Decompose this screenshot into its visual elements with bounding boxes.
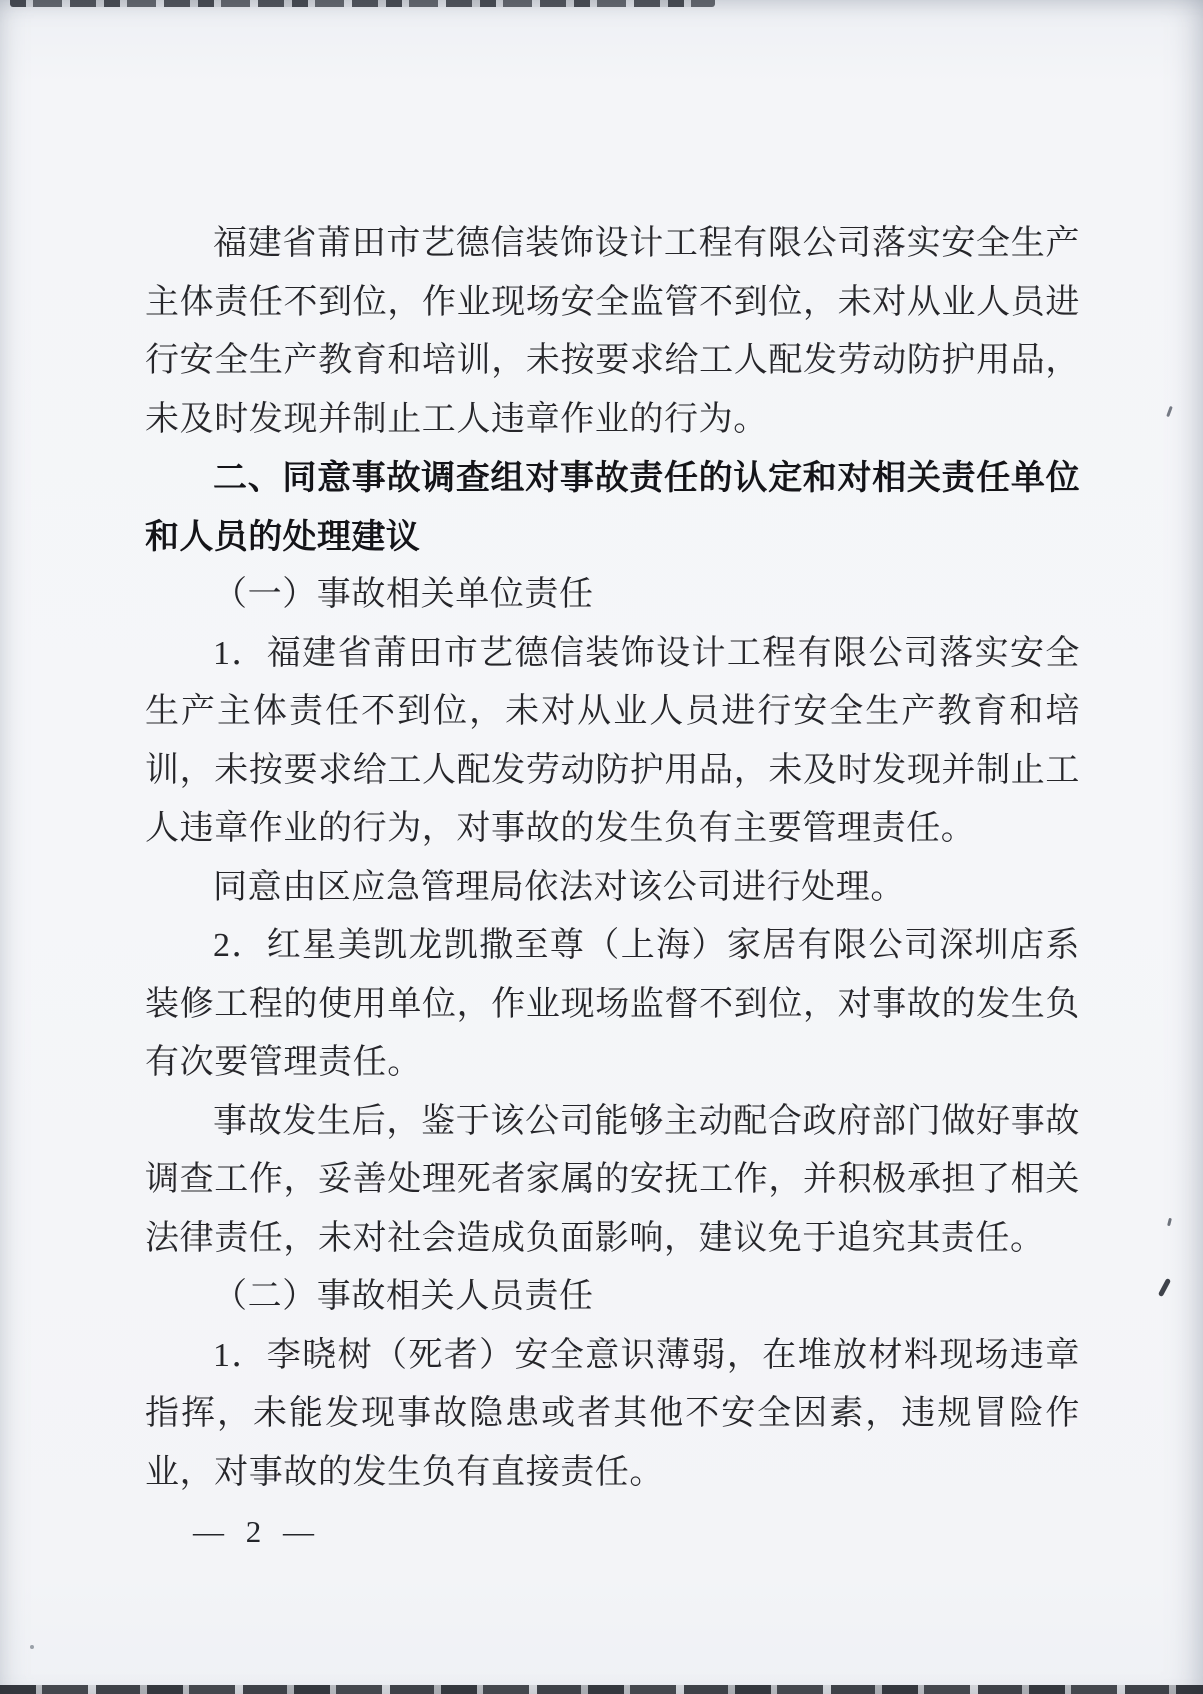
paragraph-post-accident-cooperation: 事故发生后，鉴于该公司能够主动配合政府部门做好事故调查工作，妥善处理死者家属的安抚工作，并积极承担了相关法律责任，未对社会造成负面影响，建议免于追究其责任。 bbox=[145, 1102, 1080, 1257]
scan-speck-artifact bbox=[1167, 1218, 1172, 1226]
paragraph-handling-by-emergency-bureau: 同意由区应急管理局依法对该公司进行处理。 bbox=[213, 868, 905, 906]
subsection-heading-unit-responsibility: （一）事故相关单位责任 bbox=[213, 576, 594, 613]
paragraph-unit-1-yidexin: 1．福建省莆田市艺德信装饰设计工程有限公司落实安全生产主体责任不到位，未对从业人员进行安全生产教育和培训，未按要求给工人配发劳动防护用品，未及时发现并制止工人违章作业的行为，对事故的发生负有主要管理责任。 bbox=[145, 634, 1080, 847]
scan-speck-artifact bbox=[1166, 406, 1173, 417]
document-body bbox=[145, 215, 1080, 1502]
scan-speck-artifact bbox=[30, 1645, 34, 1649]
scan-speck-artifact bbox=[1158, 1278, 1171, 1297]
page-number: — 2 — bbox=[193, 1514, 321, 1549]
scan-edge-artifact-top bbox=[10, 0, 715, 7]
subsection-heading-personnel-responsibility: （二）事故相关人员责任 bbox=[213, 1278, 594, 1315]
section-heading-2: 二、同意事故调查组对事故责任的认定和对相关责任单位和人员的处理建议 bbox=[145, 459, 1080, 556]
scan-edge-artifact-bottom bbox=[0, 1685, 1203, 1694]
paragraph-unit-2-hongxing: 2．红星美凯龙凯撒至尊（上海）家居有限公司深圳店系装修工程的使用单位，作业现场监督不到位，对事故的发生负有次要管理责任。 bbox=[145, 927, 1080, 1081]
paragraph-person-1-lixiaoshu: 1．李晓树（死者）安全意识薄弱，在堆放材料现场违章指挥，未能发现事故隐患或者其他不安全因素，违规冒险作业，对事故的发生负有直接责任。 bbox=[145, 1336, 1080, 1491]
paragraph-intro-company-responsibility: 福建省莆田市艺德信装饰设计工程有限公司落实安全生产主体责任不到位，作业现场安全监管不到位，未对从业人员进行安全生产教育和培训，未按要求给工人配发劳动防护用品，未及时发现并制止工人违章作业的行为。 bbox=[145, 225, 1080, 438]
